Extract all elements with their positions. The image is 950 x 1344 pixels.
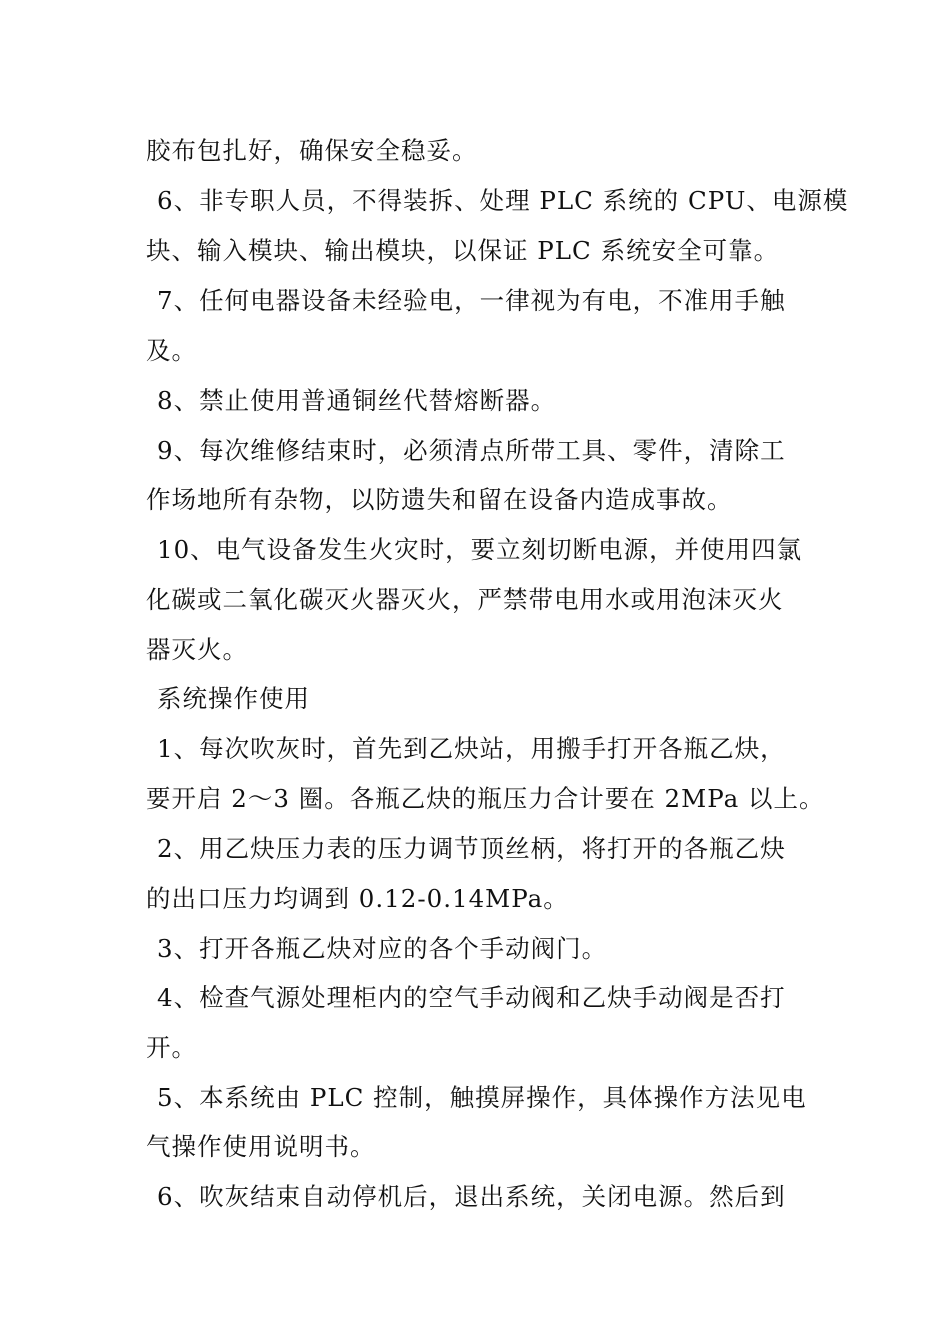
- text-line: 8、禁止使用普通铜丝代替熔断器。: [157, 386, 557, 415]
- text-line: 9、每次维修结束时，必须清点所带工具、零件，清除工: [157, 436, 786, 465]
- text-line: 及。: [146, 336, 197, 365]
- text-line: 5、本系统由 PLC 控制，触摸屏操作，具体操作方法见电: [157, 1083, 807, 1112]
- text-line: 4、检查气源处理柜内的空气手动阀和乙炔手动阀是否打: [157, 983, 786, 1012]
- text-line: 的出口压力均调到 0.12-0.14MPa。: [146, 884, 569, 913]
- text-line: 气操作使用说明书。: [146, 1132, 376, 1161]
- text-line: 10、电气设备发生火灾时，要立刻切断电源，并使用四氯: [157, 535, 803, 564]
- text-line: 6、吹灰结束自动停机后，退出系统，关闭电源。然后到: [157, 1182, 786, 1211]
- text-line: 2、用乙炔压力表的压力调节顶丝柄，将打开的各瓶乙炔: [157, 834, 786, 863]
- text-line: 器灭火。: [146, 635, 248, 664]
- section-heading: 系统操作使用: [157, 684, 310, 713]
- text-line: 7、任何电器设备未经验电，一律视为有电，不准用手触: [157, 286, 786, 315]
- text-line: 开。: [146, 1033, 197, 1062]
- text-line: 要开启 2～3 圈。各瓶乙炔的瓶压力合计要在 2MPa 以上。: [146, 784, 825, 813]
- text-line: 化碳或二氧化碳灭火器灭火，严禁带电用水或用泡沫灭火: [146, 585, 784, 614]
- text-line: 作场地所有杂物，以防遗失和留在设备内造成事故。: [146, 485, 733, 514]
- text-line: 块、输入模块、输出模块，以保证 PLC 系统安全可靠。: [146, 236, 780, 265]
- text-line: 6、非专职人员，不得装拆、处理 PLC 系统的 CPU、电源模: [157, 186, 849, 215]
- text-line: 3、打开各瓶乙炔对应的各个手动阀门。: [157, 934, 608, 963]
- text-line: 1、每次吹灰时，首先到乙炔站，用搬手打开各瓶乙炔，: [157, 734, 786, 763]
- text-line: 胶布包扎好，确保安全稳妥。: [146, 136, 478, 165]
